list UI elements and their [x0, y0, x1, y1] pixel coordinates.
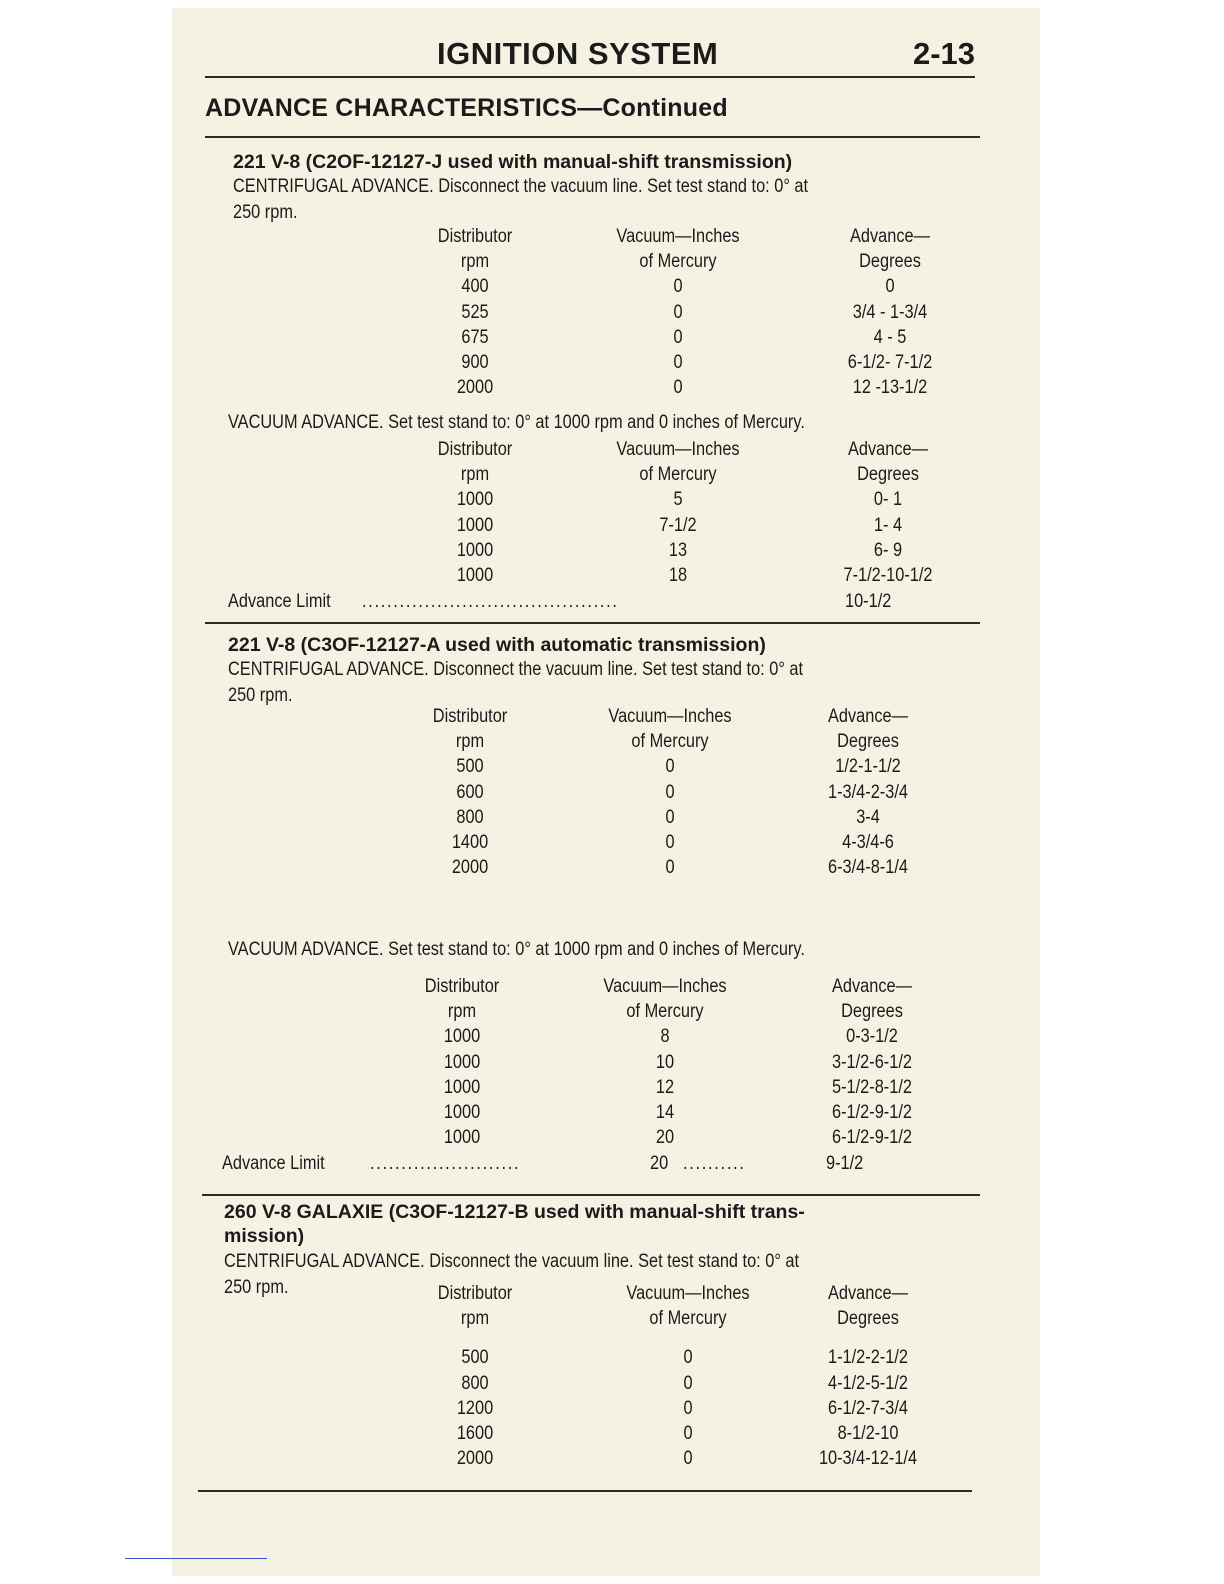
table-cell: 0: [673, 351, 683, 373]
table-cell: 0: [673, 326, 683, 348]
table-cell: 8-1/2-10: [837, 1422, 899, 1444]
table-cell: 800: [456, 806, 484, 828]
spec1-centrifugal-line1: CENTRIFUGAL ADVANCE. Disconnect the vacuum line. Set test stand to: 0° at: [233, 176, 809, 197]
spec2-title: 221 V-8 (C3OF-12127-A used with automatic transmission): [228, 634, 766, 656]
table-cell: 1000: [456, 539, 494, 561]
table-cell: 675: [461, 326, 489, 348]
table-cell: 525: [461, 301, 489, 323]
table-cell: 0: [683, 1397, 693, 1419]
table-cell: 12: [655, 1076, 675, 1098]
spec3-title-line1: 260 V-8 GALAXIE (C3OF-12127-B used with manual-shift trans-: [224, 1201, 805, 1223]
spec1-advance-limit-value: 10-1/2: [845, 591, 892, 612]
column-header: Degrees: [837, 1308, 899, 1330]
table-cell: 14: [655, 1101, 675, 1123]
table-cell: 0-3-1/2: [846, 1026, 898, 1048]
table-cell: 7-1/2-10-1/2: [843, 564, 933, 586]
table-cell: 1600: [456, 1422, 494, 1444]
table-cell: 900: [461, 351, 489, 373]
table-cell: 0: [673, 377, 683, 399]
spec3-centrifugal-advance-column: [791, 1281, 946, 1471]
column-header: of Mercury: [639, 251, 717, 273]
table-cell: 20: [655, 1127, 675, 1149]
table-cell: 6-1/2-9-1/2: [832, 1127, 912, 1149]
column-header: Vacuum—Inches: [616, 439, 740, 460]
spec2-advance-limit-leader-2: ..........: [683, 1153, 746, 1174]
spec1-vacuum-line: VACUUM ADVANCE. Set test stand to: 0° at 1000 rpm and 0 inches of Mercury.: [228, 412, 805, 433]
spec1-vacuum-advance-column: [811, 437, 966, 588]
column-header: rpm: [447, 1001, 477, 1023]
column-header: Advance—: [828, 1283, 908, 1304]
column-header: rpm: [455, 731, 485, 753]
table-cell: 1000: [443, 1076, 481, 1098]
table-cell: 1000: [456, 514, 494, 536]
column-header: Distributor: [424, 976, 500, 997]
table-cell: 1-1/2-2-1/2: [828, 1347, 908, 1369]
table-cell: 2000: [456, 1448, 494, 1470]
table-cell: 0: [683, 1422, 693, 1444]
running-head: [205, 36, 975, 78]
table-cell: 1000: [443, 1101, 481, 1123]
table-cell: 1/2-1-1/2: [835, 756, 901, 778]
table-cell: 1000: [443, 1127, 481, 1149]
column-header: of Mercury: [639, 464, 717, 486]
table-cell: 3-1/2-6-1/2: [832, 1051, 912, 1073]
spec1-centrifugal-rpm-column: [411, 224, 540, 400]
table-cell: 500: [456, 756, 484, 778]
table-cell: 1400: [451, 831, 489, 853]
table-cell: 0: [673, 301, 683, 323]
column-header: rpm: [460, 464, 490, 486]
table-cell: 0- 1: [873, 489, 903, 511]
spec3-centrifugal-rpm-column: [411, 1281, 540, 1471]
table-cell: 2000: [456, 377, 494, 399]
spec2-centrifugal-line1: CENTRIFUGAL ADVANCE. Disconnect the vacuum line. Set test stand to: 0° at: [228, 659, 804, 680]
table-cell: 0: [665, 831, 675, 853]
table-cell: 10: [655, 1051, 675, 1073]
table-cell: 12 -13-1/2: [852, 377, 928, 399]
spec2-centrifugal-line2: 250 rpm.: [228, 685, 293, 706]
table-cell: 13: [668, 539, 688, 561]
page-number: 2-13: [912, 36, 975, 71]
table-cell: 6- 9: [873, 539, 903, 561]
spec3-centrifugal-line1: CENTRIFUGAL ADVANCE. Disconnect the vacuum line. Set test stand to: 0° at: [224, 1251, 800, 1272]
table-cell: 5: [673, 489, 683, 511]
table-cell: 800: [461, 1372, 489, 1394]
table-cell: 0: [885, 276, 895, 298]
column-header: Degrees: [859, 251, 921, 273]
spec2-vacuum-rpm-column: [398, 974, 527, 1150]
spec2-vacuum-line: VACUUM ADVANCE. Set test stand to: 0° at 1000 rpm and 0 inches of Mercury.: [228, 939, 805, 960]
table-cell: 0: [665, 756, 675, 778]
table-cell: 0: [683, 1448, 693, 1470]
section-rule: [205, 136, 980, 138]
column-header: Vacuum—Inches: [616, 226, 740, 247]
column-header: Degrees: [857, 464, 919, 486]
column-header: Degrees: [841, 1001, 903, 1023]
column-header: of Mercury: [631, 731, 709, 753]
column-header: rpm: [460, 1308, 490, 1330]
column-header: Distributor: [437, 439, 513, 460]
table-cell: 18: [668, 564, 688, 586]
table-cell: 5-1/2-8-1/2: [832, 1076, 912, 1098]
column-header: Vacuum—Inches: [608, 706, 732, 727]
table-cell: 4-1/2-5-1/2: [828, 1372, 908, 1394]
table-cell: 4-3/4-6: [842, 831, 894, 853]
spec2-vacuum-advance-column: [795, 974, 950, 1150]
spec3-title-line2: mission): [224, 1225, 305, 1247]
column-header: Vacuum—Inches: [603, 976, 727, 997]
spec3-centrifugal-vacuum-column: [611, 1281, 766, 1471]
column-header: Distributor: [432, 706, 508, 727]
spec2-centrifugal-vacuum-column: [593, 704, 748, 880]
spec1-vacuum-vacuum-column: [601, 437, 756, 588]
table-cell: 4 - 5: [873, 326, 907, 348]
spec-divider: [205, 622, 980, 624]
column-header: rpm: [460, 251, 490, 273]
spec2-advance-limit-value: 9-1/2: [826, 1153, 864, 1174]
table-cell: 8: [660, 1026, 670, 1048]
column-header: of Mercury: [649, 1308, 727, 1330]
spec3-centrifugal-line2: 250 rpm.: [224, 1277, 289, 1298]
spec1-centrifugal-vacuum-column: [601, 224, 756, 400]
table-cell: 3/4 - 1-3/4: [852, 301, 928, 323]
table-cell: 1-3/4-2-3/4: [828, 781, 908, 803]
table-cell: 0: [683, 1372, 693, 1394]
column-header: of Mercury: [626, 1001, 704, 1023]
spec2-advance-limit-vacuum: 20: [650, 1153, 669, 1174]
bottom-rule: [198, 1490, 972, 1492]
table-cell: 600: [456, 781, 484, 803]
spec1-vacuum-rpm-column: [411, 437, 540, 588]
column-header: Advance—: [828, 706, 908, 727]
table-cell: 6-1/2-7-3/4: [828, 1397, 908, 1419]
spec1-centrifugal-advance-column: [813, 224, 968, 400]
table-cell: 1000: [456, 564, 494, 586]
table-cell: 1- 4: [873, 514, 903, 536]
spec2-vacuum-vacuum-column: [588, 974, 743, 1150]
table-cell: 0: [665, 806, 675, 828]
column-header: Advance—: [850, 226, 930, 247]
spec1-title: 221 V-8 (C2OF-12127-J used with manual-shift transmission): [233, 151, 793, 173]
table-cell: 1000: [443, 1026, 481, 1048]
spec2-advance-limit-leader: ........................: [370, 1153, 521, 1174]
spec1-advance-limit-label: Advance Limit: [228, 591, 331, 612]
table-cell: 0: [665, 781, 675, 803]
table-cell: 0: [665, 857, 675, 879]
table-cell: 1000: [456, 489, 494, 511]
table-cell: 6-3/4-8-1/4: [828, 857, 908, 879]
spec2-advance-limit-label: Advance Limit: [222, 1153, 325, 1174]
table-cell: 1000: [443, 1051, 481, 1073]
table-cell: 7-1/2: [659, 514, 697, 536]
table-cell: 0: [673, 276, 683, 298]
column-header: Degrees: [837, 731, 899, 753]
table-cell: 0: [683, 1347, 693, 1369]
spec2-centrifugal-rpm-column: [406, 704, 535, 880]
spec1-advance-limit-leader: .........................................: [362, 591, 619, 612]
spec1-centrifugal-line2: 250 rpm.: [233, 202, 298, 223]
spec-divider: [202, 1194, 980, 1196]
table-cell: 500: [461, 1347, 489, 1369]
column-header: Distributor: [437, 226, 513, 247]
table-cell: 400: [461, 276, 489, 298]
spec2-centrifugal-advance-column: [791, 704, 946, 880]
table-cell: 3-4: [856, 806, 880, 828]
column-header: Vacuum—Inches: [626, 1283, 750, 1304]
chapter-title: IGNITION SYSTEM: [437, 36, 719, 71]
table-cell: 6-1/2-9-1/2: [832, 1101, 912, 1123]
column-header: Advance—: [848, 439, 928, 460]
scan-artifact-line: [125, 1558, 267, 1559]
section-title: ADVANCE CHARACTERISTICS—Continued: [205, 94, 728, 122]
column-header: Advance—: [832, 976, 912, 997]
table-cell: 1200: [456, 1397, 494, 1419]
table-cell: 2000: [451, 857, 489, 879]
column-header: Distributor: [437, 1283, 513, 1304]
table-cell: 6-1/2- 7-1/2: [847, 351, 933, 373]
table-cell: 10-3/4-12-1/4: [818, 1448, 918, 1470]
